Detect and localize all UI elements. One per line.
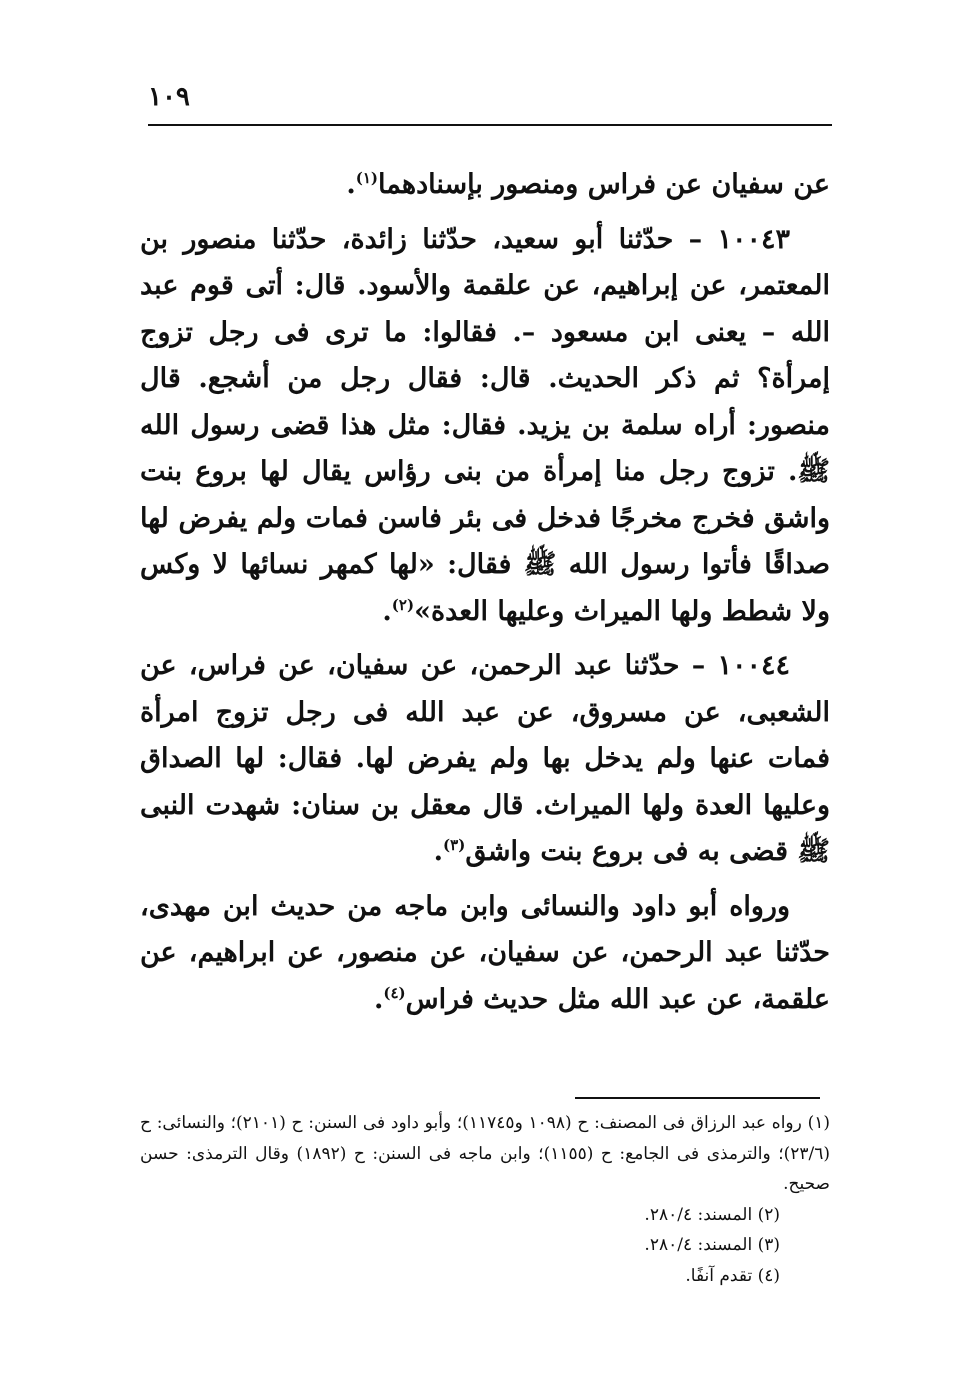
text-line: ١٠٠٤٤ – حدّثنا عبد الرحمن، عن سفيان، عن فراس، عن <box>140 650 790 681</box>
text-line: المعتمر، عن إبراهيم، عن علقمة والأسود. قال: أتى قوم عبد الله <box>140 270 830 348</box>
text-line: علقمة، عن عبد الله مثل حديث فراس <box>405 983 830 1015</box>
footnote-1 <box>140 1108 830 1200</box>
text-line: يزيد. فقال: مثل هذا قضى رسول الله ﷺ. تزوج رجل منا إمرأة من <box>140 409 830 487</box>
footnote-ref: (٤) <box>383 983 406 1002</box>
text-line: ١٠٠٤٣ – حدّثنا أبو سعيد، حدّثنا زائدة، حدّثنا منصور بن <box>140 223 790 255</box>
page-number: ١٠٩ <box>148 82 190 112</box>
footnotes <box>140 1108 830 1291</box>
footnote-line: ح (٢١٠١)؛ والنسائى: ح (٢٣/٦)؛ والترمذى فى الجامع: ح (١١٥٥)؛ وابن ماجه فى <box>140 1113 830 1164</box>
paragraph-hadith-10044: ١٠٠٤٤ – حدّثنا عبد الرحمن، عن سفيان، عن فراس، عن الشعبى، عن مسروق، عن عبد الله فى رجل تزوج امرأة فمات عنها ولم يدخل بها ولم يفرض لها. فقال: لها الصداق وعليها العدة ولها الميراث. قال معقل بن سنان: شهدت النبى ﷺ قضى به فى بروع بنت واشق$^{(٣)}$. <box>140 650 831 867</box>
text-line: الحديث. قال: فقال رجل من أشجع. قال منصور: أراه سلمة بن <box>140 363 830 441</box>
paragraph-1 <box>140 162 830 209</box>
paragraph-hadith-10043: ١٠٠٤٣ – حدّثنا أبو سعيد، حدّثنا زائدة، حدّثنا منصور بن المعتمر، عن إبراهيم، عن علقمة والأسود. قال: أتى قوم عبد الله – يعنى ابن مسعود –. فقالوا: ما ترى فى رجل تزوج إمرأة؟ ثم ذكر الحديث. قال: فقال رجل من أشجع. قال منصور: أراه سلمة بن يزيد. فقال: مثل هذا قضى رسول الله ﷺ. تزوج رجل منا إمرأة من بنى رؤاس يقال لها بروع بنت واشق فخرج مخرجًا فدخل فى بئر فاسن فمات ولم يفرض لها صداقًا فأتوا رسول الله ﷺ فقال: «لها كمهر نسائها لا وكس ولا شطط ولها الميراث وعليها العدة»$^{(٢)}$. <box>140 223 831 627</box>
text-line: الميراث. قال معقل بن سنان: شهدت النبى ﷺ قضى به فى بروع <box>140 789 830 867</box>
footnote-ref: (٢) <box>391 595 415 614</box>
text-line: ولم يدخل بها ولم يفرض لها. فقال: لها الصداق وعليها العدة ولها <box>140 743 830 821</box>
text-line: نسائها لا وكس ولا شطط ولها الميراث وعليها العدة» <box>140 549 830 627</box>
header-rule <box>148 124 832 126</box>
text-line: حدّثنا عبد الرحمن، عن سفيان، عن منصور، عن ابراهيم، عن <box>140 937 830 968</box>
text-line: فمات ولم يفرض لها صداقًا فأتوا رسول الله ﷺ فقال: «لها كمهر <box>140 502 831 580</box>
footnote-ref: (١) <box>355 169 379 187</box>
footnote-rule <box>575 1097 820 1099</box>
footnote-ref: (٣) <box>443 836 466 854</box>
footnote-line: (١) رواه عبد الرزاق فى المصنف: ح (١٠٩٨ و١١٧٤٥)؛ وأبو داود فى السنن: <box>308 1113 830 1133</box>
text-line: عن سفيان عن فراس ومنصور بإسنادهما$^{(١)}$. <box>346 169 830 200</box>
main-text <box>140 162 830 1031</box>
text-line: ورواه أبو داود والنسائى وابن ماجه من حديث ابن مهدى، <box>140 890 790 922</box>
footnote-4: (٤) تقدم آنفًا. <box>685 1265 780 1286</box>
footnote-2: (٢) المسند: ٢٨٠/٤. <box>644 1204 780 1225</box>
footnote-line: السنن: ح (١٨٩٢) وقال الترمذى: حسن صحيح. <box>140 1143 830 1194</box>
text-line: بنت واشق <box>465 836 583 867</box>
text-line: الشعبى، عن مسروق، عن عبد الله فى رجل تزوج امرأة فمات عنها <box>140 696 831 774</box>
footnote-3: (٣) المسند: ٢٨٠/٤. <box>644 1235 780 1255</box>
text-line: بنى رؤاس يقال لها بروع بنت واشق فخرج مخرجًا فدخل فى بئر فاسن <box>140 456 830 534</box>
paragraph-riwaya: ورواه أبو داود والنسائى وابن ماجه من حديث ابن مهدى، حدّثنا عبد الرحمن، عن سفيان، عن منصور، عن ابراهيم، عن علقمة، عن عبد الله مثل حديث فراس$^{(٤)}$. <box>140 890 830 1015</box>
text-line: – يعنى ابن مسعود –. فقالوا: ما ترى فى رجل تزوج إمرأة؟ ثم ذكر <box>140 316 830 394</box>
